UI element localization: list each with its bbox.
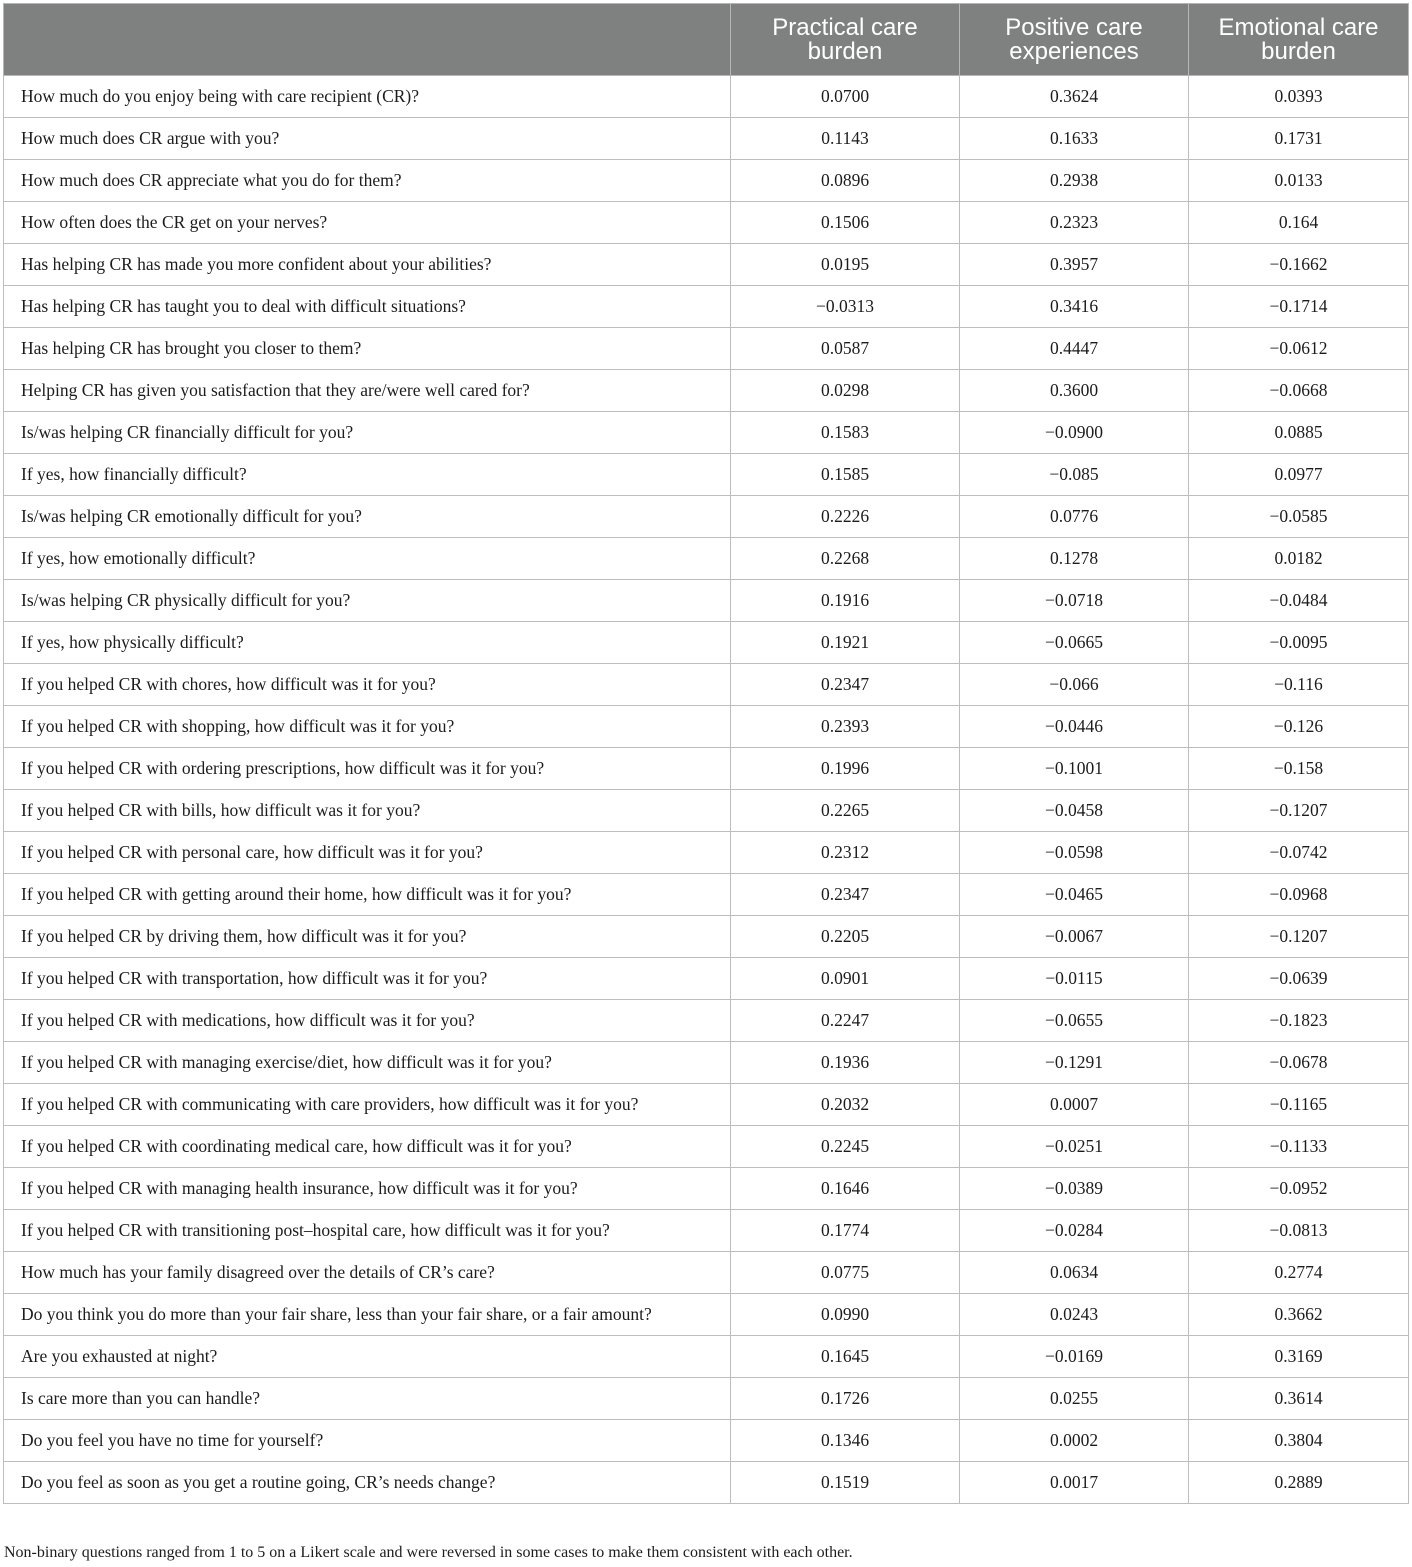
- question-cell: If you helped CR with getting around their home, how difficult was it for you?: [4, 874, 731, 916]
- positive-care-experiences-cell: −0.0284: [960, 1210, 1189, 1252]
- table-row: [4, 1000, 1409, 1042]
- positive-care-experiences-cell: −0.0655: [960, 1000, 1189, 1042]
- table-row: [4, 1336, 1409, 1378]
- question-cell: If you helped CR by driving them, how difficult was it for you?: [4, 916, 731, 958]
- question-cell: Do you feel you have no time for yourself?: [4, 1420, 731, 1462]
- positive-care-experiences-cell: −0.0718: [960, 580, 1189, 622]
- emotional-care-burden-cell: 0.0977: [1189, 454, 1409, 496]
- positive-care-experiences-cell: 0.0255: [960, 1378, 1189, 1420]
- table-header: [4, 4, 1409, 76]
- emotional-care-burden-cell: −0.0095: [1189, 622, 1409, 664]
- emotional-care-burden-cell: 0.3662: [1189, 1294, 1409, 1336]
- practical-care-burden-cell: 0.1726: [731, 1378, 960, 1420]
- table-row: [4, 1126, 1409, 1168]
- question-cell: How much does CR argue with you?: [4, 118, 731, 160]
- question-cell: If you helped CR with personal care, how difficult was it for you?: [4, 832, 731, 874]
- table-row: [4, 580, 1409, 622]
- question-cell: Has helping CR has taught you to deal with difficult situations?: [4, 286, 731, 328]
- table-row: [4, 76, 1409, 118]
- table-row: [4, 1042, 1409, 1084]
- positive-care-experiences-cell: 0.2323: [960, 202, 1189, 244]
- table-row: [4, 412, 1409, 454]
- emotional-care-burden-cell: 0.1731: [1189, 118, 1409, 160]
- table-row: [4, 160, 1409, 202]
- emotional-care-burden-cell: −0.1133: [1189, 1126, 1409, 1168]
- question-cell: Do you think you do more than your fair share, less than your fair share, or a fair amount?: [4, 1294, 731, 1336]
- practical-care-burden-cell: 0.1646: [731, 1168, 960, 1210]
- emotional-care-burden-cell: −0.126: [1189, 706, 1409, 748]
- table-row: [4, 958, 1409, 1000]
- question-cell: Is/was helping CR physically difficult for you?: [4, 580, 731, 622]
- emotional-care-burden-cell: 0.3804: [1189, 1420, 1409, 1462]
- question-cell: If you helped CR with bills, how difficult was it for you?: [4, 790, 731, 832]
- practical-care-burden-cell: 0.0896: [731, 160, 960, 202]
- question-cell: If you helped CR with transitioning post–hospital care, how difficult was it for you?: [4, 1210, 731, 1252]
- question-cell: Is/was helping CR financially difficult for you?: [4, 412, 731, 454]
- positive-care-experiences-cell: 0.4447: [960, 328, 1189, 370]
- table-row: [4, 1294, 1409, 1336]
- emotional-care-burden-cell: −0.0952: [1189, 1168, 1409, 1210]
- table-row: [4, 916, 1409, 958]
- positive-care-experiences-cell: −0.0251: [960, 1126, 1189, 1168]
- table-row: [4, 1420, 1409, 1462]
- table-row: [4, 538, 1409, 580]
- emotional-care-burden-cell: 0.164: [1189, 202, 1409, 244]
- positive-care-experiences-cell: −0.0598: [960, 832, 1189, 874]
- emotional-care-burden-cell: −0.0484: [1189, 580, 1409, 622]
- practical-care-burden-cell: 0.1143: [731, 118, 960, 160]
- practical-care-burden-cell: −0.0313: [731, 286, 960, 328]
- question-cell: How much do you enjoy being with care recipient (CR)?: [4, 76, 731, 118]
- question-cell: Is/was helping CR emotionally difficult for you?: [4, 496, 731, 538]
- positive-care-experiences-cell: −0.0465: [960, 874, 1189, 916]
- practical-care-burden-cell: 0.1774: [731, 1210, 960, 1252]
- emotional-care-burden-cell: 0.0393: [1189, 76, 1409, 118]
- table-row: [4, 748, 1409, 790]
- emotional-care-burden-cell: −0.1207: [1189, 790, 1409, 832]
- positive-care-experiences-cell: 0.0007: [960, 1084, 1189, 1126]
- practical-care-burden-cell: 0.1645: [731, 1336, 960, 1378]
- emotional-care-burden-cell: −0.158: [1189, 748, 1409, 790]
- practical-care-burden-cell: 0.1519: [731, 1462, 960, 1504]
- table-row: [4, 1252, 1409, 1294]
- practical-care-burden-cell: 0.0901: [731, 958, 960, 1000]
- header-row: [4, 4, 1409, 76]
- positive-care-experiences-cell: −0.085: [960, 454, 1189, 496]
- question-cell: How much has your family disagreed over the details of CR’s care?: [4, 1252, 731, 1294]
- question-cell: If you helped CR with shopping, how difficult was it for you?: [4, 706, 731, 748]
- positive-care-experiences-cell: −0.0067: [960, 916, 1189, 958]
- positive-care-experiences-cell: −0.0115: [960, 958, 1189, 1000]
- table-row: [4, 874, 1409, 916]
- positive-care-experiences-cell: 0.0243: [960, 1294, 1189, 1336]
- emotional-care-burden-cell: −0.0639: [1189, 958, 1409, 1000]
- emotional-care-burden-cell: 0.2889: [1189, 1462, 1409, 1504]
- practical-care-burden-cell: 0.2226: [731, 496, 960, 538]
- table-row: [4, 328, 1409, 370]
- practical-care-burden-cell: 0.0298: [731, 370, 960, 412]
- emotional-care-burden-cell: −0.1165: [1189, 1084, 1409, 1126]
- question-cell: If yes, how physically difficult?: [4, 622, 731, 664]
- table-row: [4, 454, 1409, 496]
- practical-care-burden-cell: 0.2245: [731, 1126, 960, 1168]
- question-cell: Do you feel as soon as you get a routine going, CR’s needs change?: [4, 1462, 731, 1504]
- positive-care-experiences-cell: 0.0002: [960, 1420, 1189, 1462]
- positive-care-experiences-cell: 0.3416: [960, 286, 1189, 328]
- practical-care-burden-cell: 0.0990: [731, 1294, 960, 1336]
- practical-care-burden-cell: 0.2347: [731, 664, 960, 706]
- positive-care-experiences-cell: 0.0776: [960, 496, 1189, 538]
- practical-care-burden-cell: 0.2032: [731, 1084, 960, 1126]
- positive-care-experiences-cell: −0.1001: [960, 748, 1189, 790]
- positive-care-experiences-cell: −0.0446: [960, 706, 1189, 748]
- practical-care-burden-cell: 0.2205: [731, 916, 960, 958]
- table-row: [4, 1168, 1409, 1210]
- positive-care-experiences-cell: 0.3957: [960, 244, 1189, 286]
- question-cell: How much does CR appreciate what you do for them?: [4, 160, 731, 202]
- question-cell: If you helped CR with managing exercise/diet, how difficult was it for you?: [4, 1042, 731, 1084]
- emotional-care-burden-cell: −0.1662: [1189, 244, 1409, 286]
- positive-care-experiences-cell: −0.0169: [960, 1336, 1189, 1378]
- factor-loadings-table: [3, 3, 1409, 1504]
- question-cell: If you helped CR with medications, how difficult was it for you?: [4, 1000, 731, 1042]
- practical-care-burden-cell: 0.1506: [731, 202, 960, 244]
- emotional-care-burden-cell: −0.116: [1189, 664, 1409, 706]
- question-cell: How often does the CR get on your nerves?: [4, 202, 731, 244]
- question-cell: Helping CR has given you satisfaction that they are/were well cared for?: [4, 370, 731, 412]
- positive-care-experiences-cell: −0.0458: [960, 790, 1189, 832]
- question-cell: Has helping CR has made you more confident about your abilities?: [4, 244, 731, 286]
- table-row: [4, 286, 1409, 328]
- emotional-care-burden-cell: −0.0742: [1189, 832, 1409, 874]
- table-row: [4, 1210, 1409, 1252]
- emotional-care-burden-cell: −0.1823: [1189, 1000, 1409, 1042]
- positive-care-experiences-cell: 0.3600: [960, 370, 1189, 412]
- practical-care-burden-cell: 0.0195: [731, 244, 960, 286]
- practical-care-burden-cell: 0.1916: [731, 580, 960, 622]
- practical-care-burden-cell: 0.1585: [731, 454, 960, 496]
- question-cell: If yes, how emotionally difficult?: [4, 538, 731, 580]
- positive-care-experiences-cell: 0.0634: [960, 1252, 1189, 1294]
- header-cell-practical-care-burden: Practical care burden: [731, 4, 960, 76]
- factor-loadings-table-container: [3, 3, 1408, 1504]
- positive-care-experiences-cell: −0.066: [960, 664, 1189, 706]
- emotional-care-burden-cell: −0.0968: [1189, 874, 1409, 916]
- emotional-care-burden-cell: −0.1207: [1189, 916, 1409, 958]
- emotional-care-burden-cell: −0.0612: [1189, 328, 1409, 370]
- practical-care-burden-cell: 0.2265: [731, 790, 960, 832]
- header-cell-emotional-care-burden: Emotional care burden: [1189, 4, 1409, 76]
- table-row: [4, 1084, 1409, 1126]
- practical-care-burden-cell: 0.2347: [731, 874, 960, 916]
- table-row: [4, 496, 1409, 538]
- emotional-care-burden-cell: 0.0182: [1189, 538, 1409, 580]
- question-cell: If you helped CR with coordinating medical care, how difficult was it for you?: [4, 1126, 731, 1168]
- table-row: [4, 706, 1409, 748]
- practical-care-burden-cell: 0.2312: [731, 832, 960, 874]
- emotional-care-burden-cell: 0.0133: [1189, 160, 1409, 202]
- emotional-care-burden-cell: 0.2774: [1189, 1252, 1409, 1294]
- emotional-care-burden-cell: −0.0678: [1189, 1042, 1409, 1084]
- practical-care-burden-cell: 0.1583: [731, 412, 960, 454]
- table-row: [4, 664, 1409, 706]
- positive-care-experiences-cell: 0.0017: [960, 1462, 1189, 1504]
- practical-care-burden-cell: 0.1996: [731, 748, 960, 790]
- positive-care-experiences-cell: 0.2938: [960, 160, 1189, 202]
- question-cell: Is care more than you can handle?: [4, 1378, 731, 1420]
- table-row: [4, 790, 1409, 832]
- question-cell: If you helped CR with chores, how difficult was it for you?: [4, 664, 731, 706]
- question-cell: Has helping CR has brought you closer to them?: [4, 328, 731, 370]
- question-cell: If you helped CR with managing health insurance, how difficult was it for you?: [4, 1168, 731, 1210]
- positive-care-experiences-cell: 0.1633: [960, 118, 1189, 160]
- emotional-care-burden-cell: −0.0813: [1189, 1210, 1409, 1252]
- practical-care-burden-cell: 0.2247: [731, 1000, 960, 1042]
- practical-care-burden-cell: 0.1346: [731, 1420, 960, 1462]
- practical-care-burden-cell: 0.0700: [731, 76, 960, 118]
- table-row: [4, 202, 1409, 244]
- question-cell: If yes, how financially difficult?: [4, 454, 731, 496]
- question-cell: If you helped CR with communicating with care providers, how difficult was it for you?: [4, 1084, 731, 1126]
- practical-care-burden-cell: 0.2393: [731, 706, 960, 748]
- header-cell-positive-care-experiences: Positive care experiences: [960, 4, 1189, 76]
- table-row: [4, 1378, 1409, 1420]
- practical-care-burden-cell: 0.1921: [731, 622, 960, 664]
- positive-care-experiences-cell: −0.0900: [960, 412, 1189, 454]
- positive-care-experiences-cell: −0.1291: [960, 1042, 1189, 1084]
- header-cell-question: [4, 4, 731, 76]
- table-row: [4, 832, 1409, 874]
- positive-care-experiences-cell: 0.1278: [960, 538, 1189, 580]
- positive-care-experiences-cell: 0.3624: [960, 76, 1189, 118]
- table-footnote: Non-binary questions ranged from 1 to 5 on a Likert scale and were reversed in some cases to make them consistent with each other.: [4, 1544, 853, 1561]
- practical-care-burden-cell: 0.0775: [731, 1252, 960, 1294]
- positive-care-experiences-cell: −0.0389: [960, 1168, 1189, 1210]
- emotional-care-burden-cell: 0.3614: [1189, 1378, 1409, 1420]
- emotional-care-burden-cell: −0.1714: [1189, 286, 1409, 328]
- table-row: [4, 1462, 1409, 1504]
- table-row: [4, 622, 1409, 664]
- question-cell: If you helped CR with transportation, how difficult was it for you?: [4, 958, 731, 1000]
- table-row: [4, 370, 1409, 412]
- positive-care-experiences-cell: −0.0665: [960, 622, 1189, 664]
- practical-care-burden-cell: 0.1936: [731, 1042, 960, 1084]
- table-body: [4, 76, 1409, 1504]
- practical-care-burden-cell: 0.0587: [731, 328, 960, 370]
- table-row: [4, 244, 1409, 286]
- emotional-care-burden-cell: −0.0668: [1189, 370, 1409, 412]
- emotional-care-burden-cell: 0.3169: [1189, 1336, 1409, 1378]
- practical-care-burden-cell: 0.2268: [731, 538, 960, 580]
- emotional-care-burden-cell: −0.0585: [1189, 496, 1409, 538]
- table-row: [4, 118, 1409, 160]
- question-cell: Are you exhausted at night?: [4, 1336, 731, 1378]
- emotional-care-burden-cell: 0.0885: [1189, 412, 1409, 454]
- question-cell: If you helped CR with ordering prescriptions, how difficult was it for you?: [4, 748, 731, 790]
